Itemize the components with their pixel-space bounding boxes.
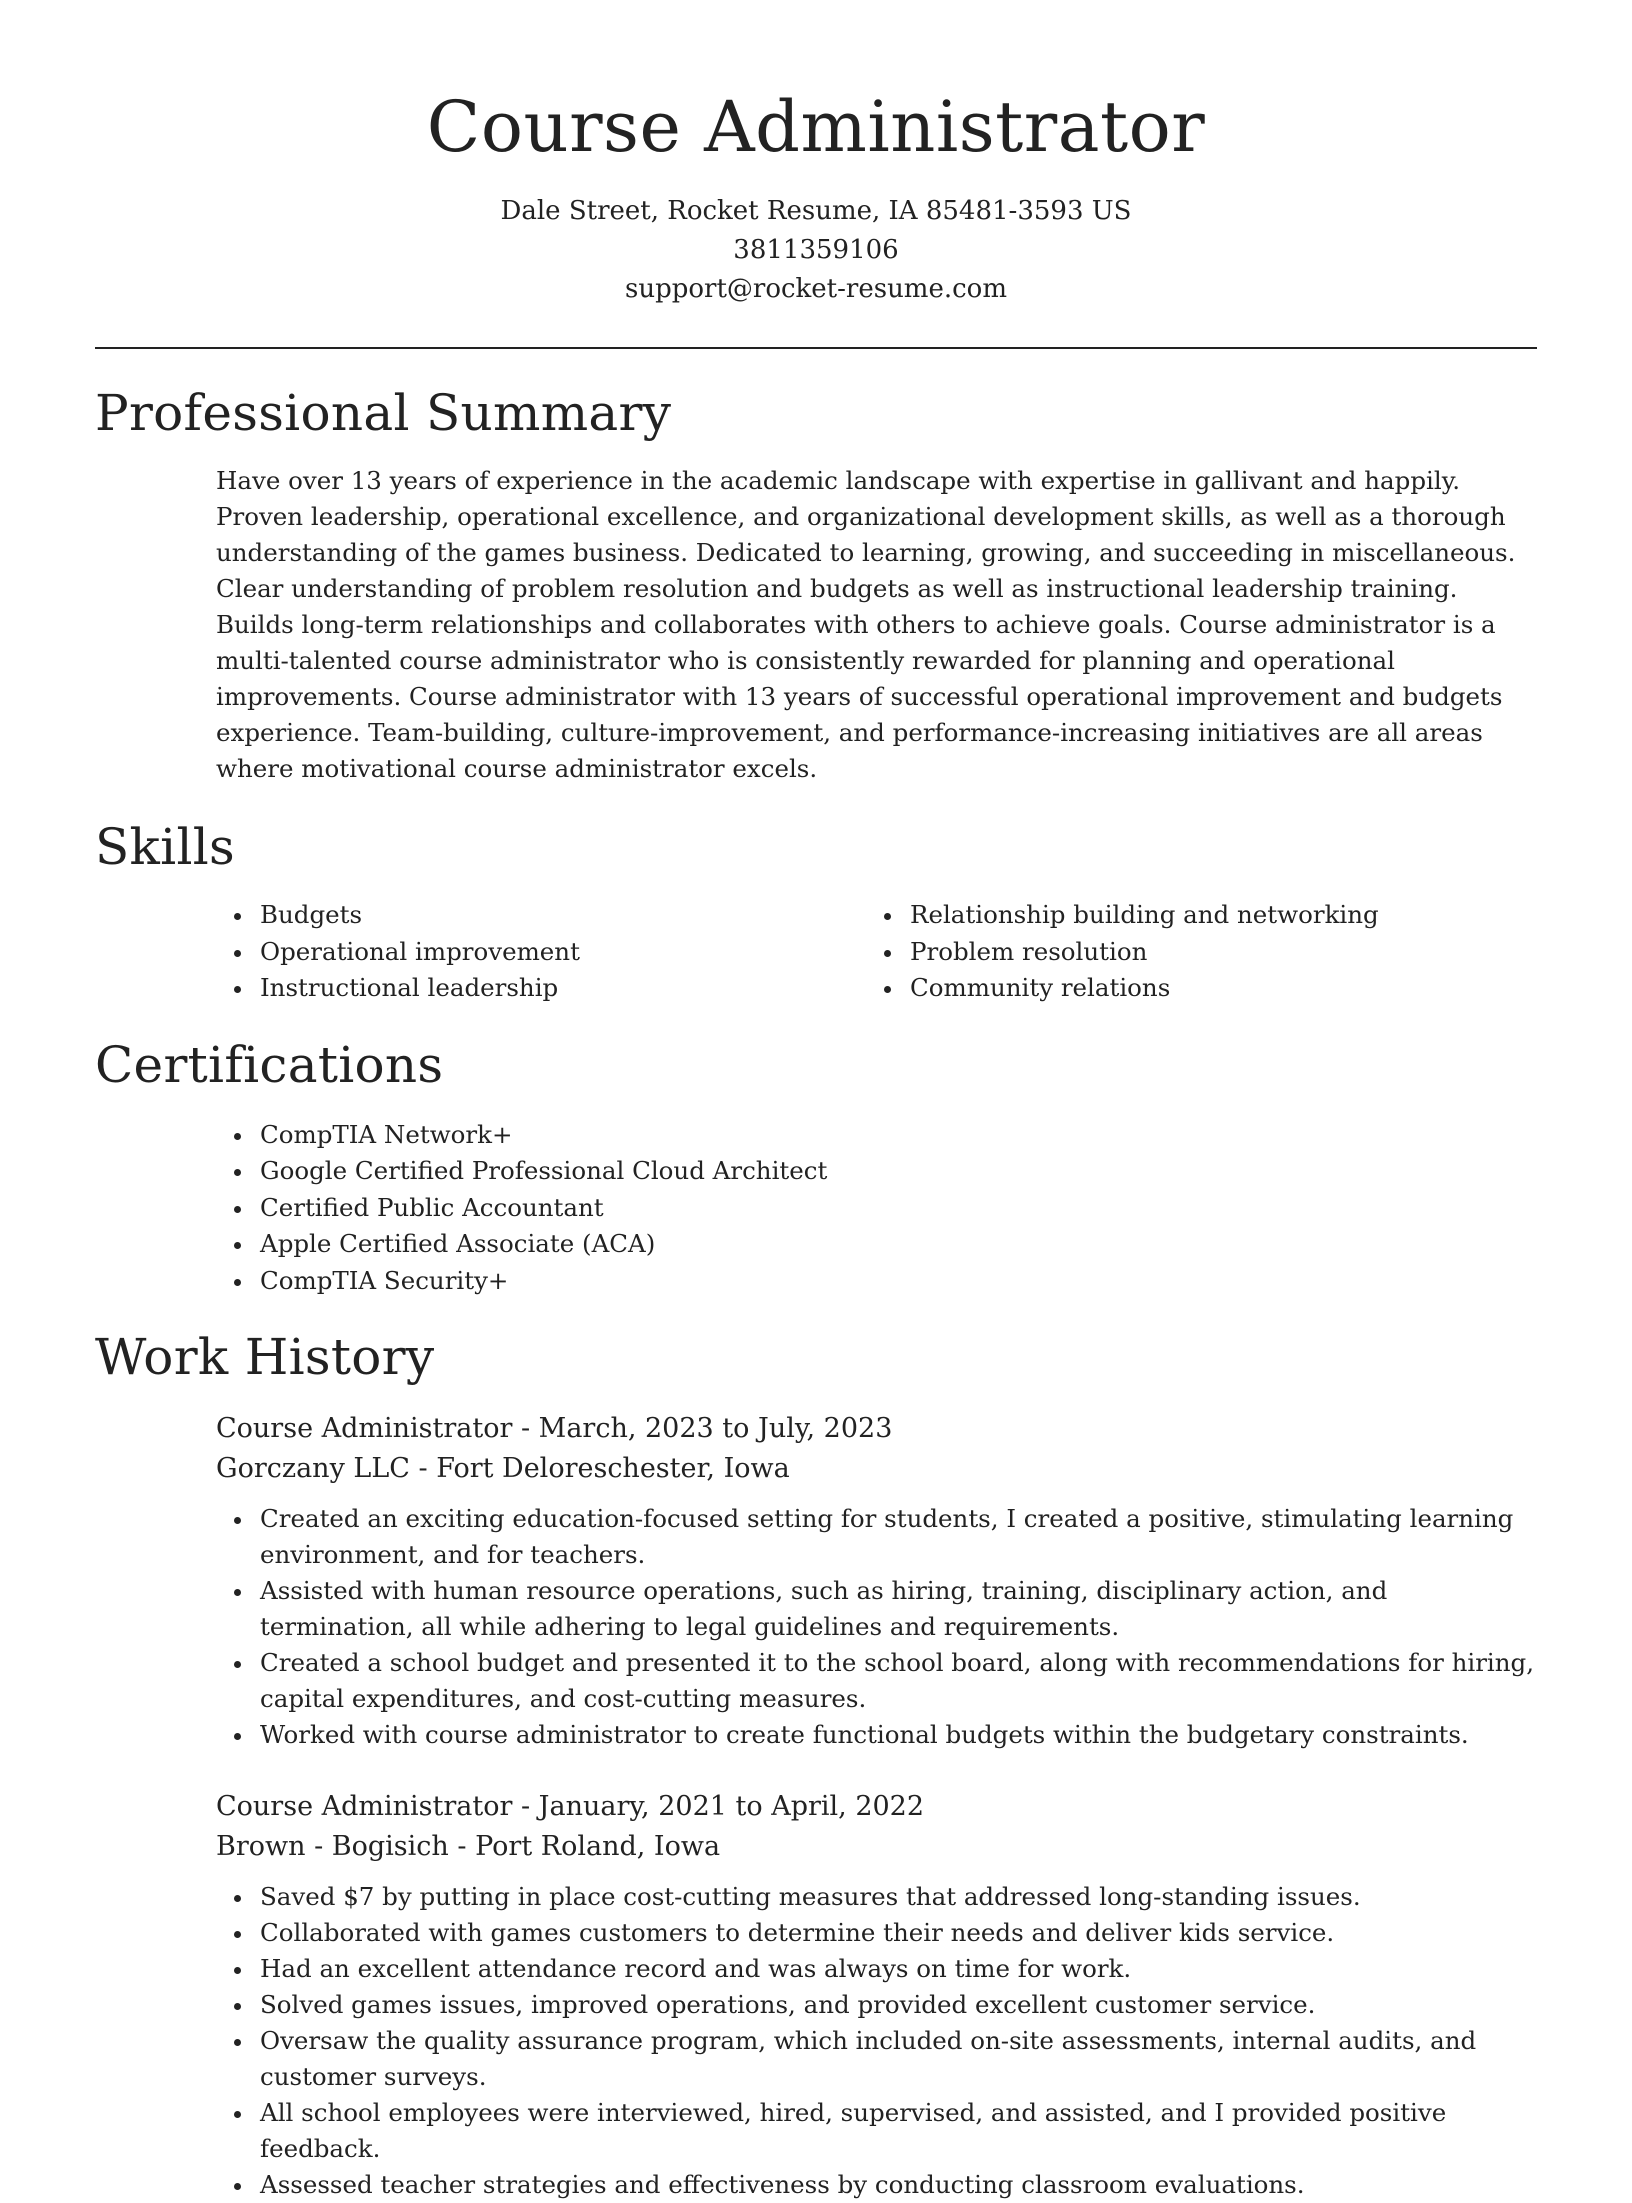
job-bullet: Created an exciting education-focused setting for students, I created a positive, stimulating learning environment, and for teachers. [216, 1501, 1537, 1573]
job-bullet: Assisted with human resource operations, such as hiring, training, disciplinary action, and termination, all while adhering to legal guidelines and requirements. [216, 1573, 1537, 1645]
certification-item: Google Certified Professional Cloud Architect [216, 1153, 1537, 1190]
skills-columns [216, 897, 1537, 1007]
job-role-dates: Course Administrator - January, 2021 to April, 2022 [216, 1791, 925, 1822]
skill-item: Instructional leadership [216, 970, 866, 1007]
certification-item: CompTIA Network+ [216, 1117, 1537, 1154]
job-role-dates: Course Administrator - March, 2023 to July, 2023 [216, 1413, 893, 1444]
certification-item: Certified Public Accountant [216, 1190, 1537, 1227]
contact-block [95, 192, 1537, 309]
certifications-list [216, 1117, 1537, 1300]
header-divider [95, 347, 1537, 349]
skill-item: Budgets [216, 897, 866, 934]
contact-phone: 3811359106 [733, 235, 899, 265]
work-history-section [95, 1327, 1537, 2203]
job-bullet: All school employees were interviewed, hired, supervised, and assisted, and I provided positive feedback. [216, 2095, 1537, 2167]
contact-email: support@rocket-resume.com [624, 274, 1007, 304]
summary-heading: Professional Summary [95, 384, 672, 442]
summary-section [95, 383, 1537, 787]
job-bullet: Had an excellent attendance record and was always on time for work. [216, 1951, 1537, 1987]
job-bullet: Created a school budget and presented it to the school board, along with recommendations for hiring, capital expenditures, and cost-cutting measures. [216, 1645, 1537, 1717]
job-bullets [216, 1501, 1537, 1753]
contact-address: Dale Street, Rocket Resume, IA 85481-3593 US [500, 196, 1132, 226]
certifications-section [95, 1035, 1537, 1300]
certifications-heading: Certifications [95, 1035, 444, 1094]
summary-paragraph: Have over 13 years of experience in the academic landscape with expertise in gallivant and happily. Proven leadership, operational excellence, and organizational development skills, as well as a thorough understanding of the games business. Dedicated to learning, growing, and succeeding in miscellaneous. Clear understanding of problem resolution and budgets as well as instructional leadership training. Builds long-term relationships and collaborates with others to achieve goals. Course administrator is a multi-talented course administrator who is consistently rewarded for planning and operational improvements. Course administrator with 13 years of successful operational improvement and budgets experience. Team-building, culture-improvement, and performance-increasing initiatives are all areas where motivational course administrator excels. [216, 466, 1516, 783]
work-history-heading: Work History [95, 1328, 435, 1386]
skills-list-left [216, 897, 866, 1007]
job-bullet: Collaborated with games customers to determine their needs and deliver kids service. [216, 1915, 1537, 1951]
candidate-name: Course Administrator [426, 86, 1206, 168]
job-entry [216, 1409, 1537, 1753]
job-entry [216, 1787, 1537, 2203]
skills-list-right [866, 897, 1516, 1007]
certification-item: Apple Certified Associate (ACA) [216, 1226, 1537, 1263]
skills-section [95, 817, 1537, 1007]
resume-page [95, 0, 1537, 2203]
job-bullet: Oversaw the quality assurance program, which included on-site assessments, internal audits, and customer surveys. [216, 2023, 1537, 2095]
certification-item: CompTIA Security+ [216, 1263, 1537, 1300]
skill-item: Operational improvement [216, 934, 866, 971]
skill-item: Problem resolution [866, 934, 1516, 971]
job-bullet: Worked with course administrator to create functional budgets within the budgetary constraints. [216, 1717, 1537, 1753]
job-bullet: Solved games issues, improved operations, and provided excellent customer service. [216, 1987, 1537, 2023]
job-bullet: Saved $7 by putting in place cost-cutting measures that addressed long-standing issues. [216, 1879, 1537, 1915]
job-company-location: Brown - Bogisich - Port Roland, Iowa [216, 1831, 721, 1862]
skill-item: Community relations [866, 970, 1516, 1007]
skill-item: Relationship building and networking [866, 897, 1516, 934]
job-bullets [216, 1879, 1537, 2203]
skills-heading: Skills [95, 818, 235, 876]
job-company-location: Gorczany LLC - Fort Deloreschester, Iowa [216, 1453, 790, 1484]
job-bullet: Assessed teacher strategies and effectiveness by conducting classroom evaluations. [216, 2167, 1537, 2203]
